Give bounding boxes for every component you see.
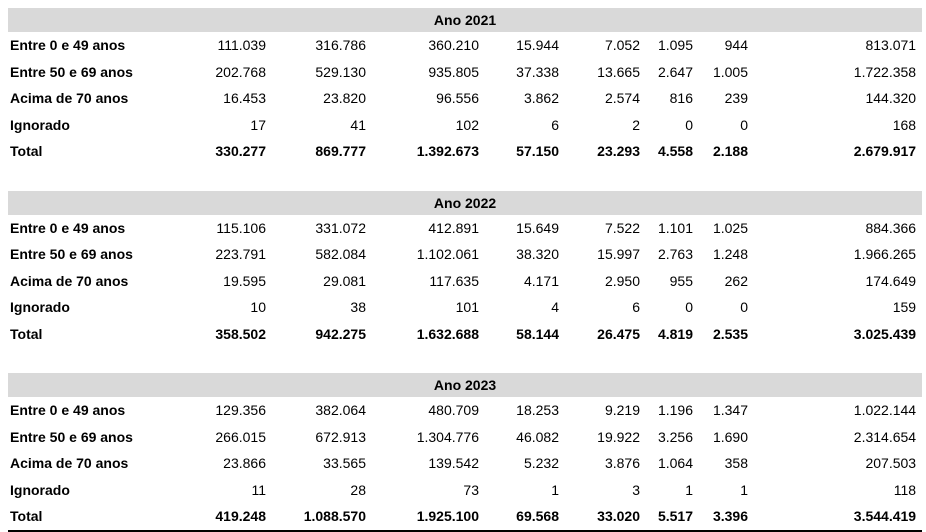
total-cell: 1.392.673 — [416, 143, 479, 160]
table-row — [8, 268, 922, 295]
value-cell: 168 — [892, 116, 917, 133]
total-cell: 942.275 — [315, 325, 366, 342]
value-cell: 38.320 — [516, 246, 559, 263]
value-cell: 262 — [724, 272, 748, 289]
value-cell: 944 — [724, 37, 748, 54]
value-cell: 2.314.654 — [853, 428, 917, 445]
value-cell: 672.913 — [315, 428, 366, 445]
value-cell: 1.095 — [657, 37, 693, 54]
value-cell: 0 — [685, 299, 693, 316]
value-cell: 1.005 — [712, 63, 748, 80]
total-label: Total — [8, 503, 168, 531]
value-cell: 266.015 — [215, 428, 266, 445]
age-group-data-table — [8, 8, 922, 532]
value-cell: 239 — [724, 90, 748, 107]
value-cell: 1.966.265 — [853, 246, 917, 263]
value-cell: 223.791 — [215, 246, 266, 263]
value-cell: 4 — [551, 299, 559, 316]
table-row — [8, 59, 922, 86]
table-row — [8, 215, 922, 242]
total-cell: 2.188 — [712, 143, 748, 160]
total-cell: 69.568 — [485, 503, 565, 531]
value-cell: 102 — [455, 116, 479, 133]
year-header-row — [8, 191, 922, 215]
value-cell: 935.805 — [428, 63, 479, 80]
total-cell: 3.025.439 — [853, 325, 917, 342]
row-label: Entre 0 e 49 anos — [10, 219, 126, 236]
total-row — [8, 321, 922, 348]
value-cell: 15.944 — [516, 37, 559, 54]
value-cell: 4.171 — [523, 272, 559, 289]
value-cell: 29.081 — [323, 272, 366, 289]
table-row — [8, 477, 922, 504]
value-cell: 174.649 — [865, 272, 917, 289]
value-cell: 10 — [250, 299, 266, 316]
value-cell: 23.866 — [223, 455, 266, 472]
value-cell: 144.320 — [865, 90, 917, 107]
value-cell: 2.647 — [657, 63, 693, 80]
row-label: Acima de 70 anos — [10, 455, 129, 472]
total-cell: 3.396 — [699, 503, 754, 531]
value-cell: 816 — [669, 90, 693, 107]
total-cell: 33.020 — [565, 503, 646, 531]
table-row — [8, 424, 922, 451]
value-cell: 813.071 — [865, 37, 917, 54]
total-cell: 4.558 — [657, 143, 693, 160]
value-cell: 118 — [893, 481, 917, 498]
value-cell: 1.025 — [712, 219, 748, 236]
value-cell: 111.039 — [217, 37, 266, 54]
total-cell: 1.088.570 — [272, 503, 372, 531]
total-cell: 1.925.100 — [372, 503, 485, 531]
value-cell: 1.304.776 — [416, 428, 479, 445]
year-header: Ano 2023 — [8, 373, 922, 397]
data-table-container — [8, 8, 922, 532]
value-cell: 6 — [551, 116, 559, 133]
value-cell: 955 — [669, 272, 693, 289]
value-cell: 1.102.061 — [416, 246, 479, 263]
value-cell: 3.256 — [657, 428, 693, 445]
value-cell: 117.635 — [429, 272, 479, 289]
table-body — [8, 8, 922, 531]
table-row — [8, 241, 922, 268]
row-label: Entre 0 e 49 anos — [10, 402, 126, 419]
value-cell: 1.196 — [657, 402, 693, 419]
value-cell: 38 — [350, 299, 366, 316]
value-cell: 2.763 — [657, 246, 693, 263]
value-cell: 1 — [685, 481, 693, 498]
table-row — [8, 85, 922, 112]
value-cell: 33.565 — [323, 455, 366, 472]
value-cell: 3 — [632, 481, 640, 498]
value-cell: 360.210 — [428, 37, 479, 54]
value-cell: 2 — [632, 116, 640, 133]
row-label: Ignorado — [10, 481, 70, 498]
value-cell: 17 — [250, 116, 266, 133]
value-cell: 207.503 — [865, 455, 917, 472]
value-cell: 202.768 — [215, 63, 266, 80]
row-label: Ignorado — [10, 299, 70, 316]
value-cell: 529.130 — [315, 63, 366, 80]
value-cell: 316.786 — [315, 37, 366, 54]
total-row — [8, 138, 922, 165]
table-row — [8, 112, 922, 139]
total-cell: 358.502 — [215, 325, 266, 342]
total-label: Total — [10, 143, 43, 160]
value-cell: 1 — [740, 481, 748, 498]
value-cell: 101 — [455, 299, 479, 316]
value-cell: 0 — [740, 299, 748, 316]
value-cell: 0 — [740, 116, 748, 133]
total-cell: 1.632.688 — [416, 325, 479, 342]
value-cell: 129.356 — [215, 402, 266, 419]
value-cell: 480.709 — [428, 402, 479, 419]
value-cell: 115.106 — [216, 219, 266, 236]
value-cell: 3.876 — [604, 455, 640, 472]
table-row — [8, 450, 922, 477]
value-cell: 2.950 — [604, 272, 640, 289]
total-cell: 2.679.917 — [853, 143, 917, 160]
value-cell: 16.453 — [223, 90, 266, 107]
row-label: Entre 50 e 69 anos — [10, 63, 133, 80]
value-cell: 7.052 — [604, 37, 640, 54]
value-cell: 13.665 — [597, 63, 640, 80]
table-row — [8, 32, 922, 59]
value-cell: 23.820 — [323, 90, 366, 107]
total-cell: 869.777 — [315, 143, 366, 160]
total-cell: 2.535 — [712, 325, 748, 342]
value-cell: 139.542 — [428, 455, 479, 472]
value-cell: 159 — [892, 299, 917, 316]
value-cell: 582.084 — [315, 246, 366, 263]
total-cell: 57.150 — [516, 143, 559, 160]
total-cell: 26.475 — [597, 325, 640, 342]
value-cell: 358 — [724, 455, 748, 472]
value-cell: 0 — [685, 116, 693, 133]
total-cell: 23.293 — [597, 143, 640, 160]
value-cell: 2.574 — [604, 90, 640, 107]
value-cell: 1 — [551, 481, 559, 498]
total-cell: 419.248 — [168, 503, 272, 531]
total-cell: 3.544.419 — [754, 503, 922, 531]
value-cell: 19.595 — [223, 272, 266, 289]
total-row — [8, 503, 922, 531]
value-cell: 15.649 — [516, 219, 559, 236]
value-cell: 6 — [632, 299, 640, 316]
row-label: Entre 50 e 69 anos — [10, 246, 133, 263]
value-cell: 1.101 — [657, 219, 693, 236]
section-spacer — [8, 165, 922, 191]
value-cell: 7.522 — [604, 219, 640, 236]
row-label: Ignorado — [10, 116, 70, 133]
value-cell: 11 — [251, 481, 266, 498]
total-cell: 5.517 — [646, 503, 699, 531]
value-cell: 9.219 — [604, 402, 640, 419]
value-cell: 37.338 — [516, 63, 559, 80]
value-cell: 1.064 — [657, 455, 693, 472]
value-cell: 96.556 — [436, 90, 479, 107]
year-header: Ano 2022 — [8, 191, 922, 215]
value-cell: 18.253 — [516, 402, 559, 419]
year-header: Ano 2021 — [8, 8, 922, 32]
value-cell: 15.997 — [597, 246, 640, 263]
value-cell: 1.347 — [712, 402, 748, 419]
total-label: Total — [10, 325, 43, 342]
row-label: Acima de 70 anos — [10, 272, 129, 289]
total-cell: 58.144 — [516, 325, 559, 342]
total-cell: 330.277 — [215, 143, 266, 160]
total-cell: 4.819 — [657, 325, 693, 342]
value-cell: 412.891 — [428, 219, 479, 236]
value-cell: 1.690 — [712, 428, 748, 445]
value-cell: 3.862 — [523, 90, 559, 107]
year-header-row — [8, 8, 922, 32]
value-cell: 382.064 — [315, 402, 366, 419]
value-cell: 19.922 — [597, 428, 640, 445]
table-row — [8, 397, 922, 424]
year-header-row — [8, 373, 922, 397]
value-cell: 46.082 — [516, 428, 559, 445]
value-cell: 1.248 — [712, 246, 748, 263]
value-cell: 41 — [350, 116, 366, 133]
table-row — [8, 294, 922, 321]
value-cell: 1.022.144 — [853, 402, 917, 419]
value-cell: 1.722.358 — [853, 63, 917, 80]
row-label: Entre 50 e 69 anos — [10, 428, 133, 445]
value-cell: 5.232 — [523, 455, 559, 472]
section-spacer — [8, 347, 922, 373]
row-label: Acima de 70 anos — [10, 90, 129, 107]
value-cell: 28 — [350, 481, 366, 498]
value-cell: 331.072 — [315, 219, 366, 236]
value-cell: 73 — [463, 481, 479, 498]
value-cell: 884.366 — [865, 219, 917, 236]
row-label: Entre 0 e 49 anos — [10, 37, 126, 54]
